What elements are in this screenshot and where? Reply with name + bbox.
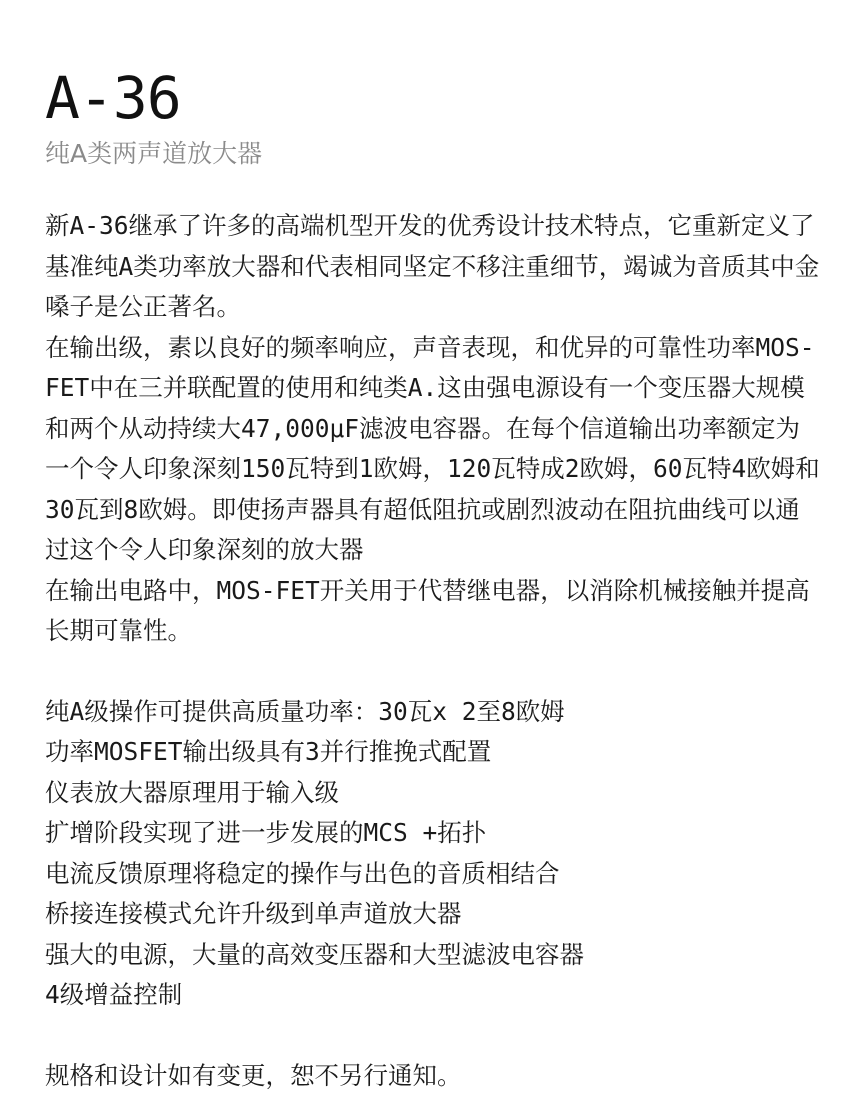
feature-item: 强大的电源，大量的高效变压器和大型滤波电容器 <box>45 935 820 976</box>
feature-list <box>45 692 820 1016</box>
feature-item: 纯A级操作可提供高质量功率：30瓦x 2至8欧姆 <box>45 692 820 733</box>
feature-item: 4级增益控制 <box>45 975 820 1016</box>
description-paragraph-intro: 新A-36继承了许多的高端机型开发的优秀设计技术特点，它重新定义了基准纯A类功率放大器和代表相同坚定不移注重细节，竭诚为音质其中金嗓子是公正著名。 <box>45 206 820 328</box>
feature-item: 桥接连接模式允许升级到单声道放大器 <box>45 894 820 935</box>
feature-item: 仪表放大器原理用于输入级 <box>45 773 820 814</box>
description-paragraph-output-stage: 在输出级，素以良好的频率响应，声音表现，和优异的可靠性功率MOS-FET中在三并联配置的使用和纯类A.这由强电源设有一个变压器大规模和两个从动持续大47,000μF滤波电容器。在每个信道输出功率额定为一个令人印象深刻150瓦特到1欧姆，120瓦特成2欧姆，60瓦特4欧姆和30瓦到8欧姆。即使扬声器具有超低阻抗或剧烈波动在阻抗曲线可以通过这个令人印象深刻的放大器 <box>45 328 820 571</box>
feature-item: 电流反馈原理将稳定的操作与出色的音质相结合 <box>45 854 820 895</box>
product-subtitle: 纯A类两声道放大器 <box>45 136 820 172</box>
feature-item: 扩增阶段实现了进一步发展的MCS +拓扑 <box>45 813 820 854</box>
feature-item: 功率MOSFET输出级具有3并行推挽式配置 <box>45 732 820 773</box>
description <box>45 206 820 652</box>
description-paragraph-output-circuit: 在输出电路中，MOS-FET开关用于代替继电器，以消除机械接触并提高长期可靠性。 <box>45 571 820 652</box>
product-title: A-36 <box>45 62 820 134</box>
product-document <box>45 62 820 1096</box>
disclaimer-note: 规格和设计如有变更，恕不另行通知。 <box>45 1056 820 1096</box>
